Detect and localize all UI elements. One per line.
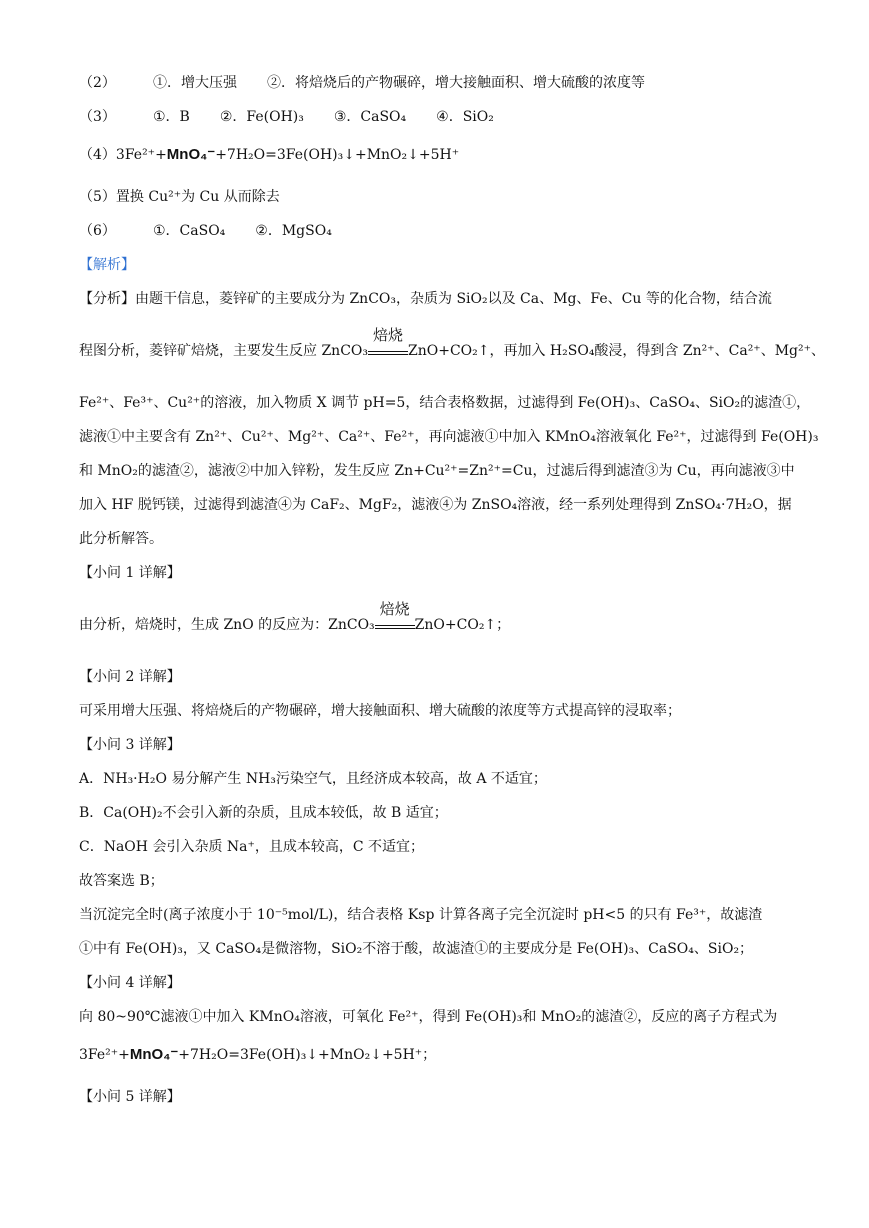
section-heading: 【小问 5 详解】 — [79, 1089, 181, 1105]
q1-line — [79, 600, 511, 634]
reaction-condition — [375, 600, 415, 629]
permanganate-formula: MnO₄⁻ — [166, 146, 216, 163]
answer-option: ②．Fe(OH)₃ — [219, 109, 304, 125]
equals-sign — [375, 625, 415, 629]
equals-sign — [368, 351, 408, 355]
analysis-text: ZnO+CO₂↑，再加入 H₂SO₄酸浸，得到含 Zn²⁺、Ca²⁺、Mg²⁺、 — [408, 343, 825, 359]
answer-option: ②．将焙烧后的产物碾碎，增大接触面积、增大硫酸的浓度等 — [267, 75, 645, 91]
q3-line: A．NH₃·H₂O 易分解产生 NH₃污染空气，且经济成本较高，故 A 不适宜； — [79, 771, 547, 787]
analysis-line: 和 MnO₂的滤渣②，滤液②中加入锌粉，发生反应 Zn+Cu²⁺=Zn²⁺=Cu，过滤后得到滤渣③为 Cu，再向滤液③中 — [79, 463, 795, 479]
analysis-line — [79, 326, 825, 360]
q3-line: C．NaOH 会引入杂质 Na⁺，且成本较高，C 不适宜； — [79, 839, 425, 855]
answer-4 — [79, 146, 459, 164]
q3-line: ①中有 Fe(OH)₃，又 CaSO₄是微溶物，SiO₂不溶于酸，故滤渣①的主要成分是 Fe(OH)₃、CaSO₄、SiO₂； — [79, 941, 754, 957]
equation-part: +7H₂O=3Fe(OH)₃↓+MnO₂↓+5H⁺； — [178, 1047, 437, 1063]
answer-number: （3） — [79, 109, 116, 125]
answer-option: ①．B — [153, 109, 190, 125]
answer-option: ②．MgSO₄ — [255, 223, 332, 239]
answer-option: ④．SiO₂ — [436, 109, 494, 125]
jiexi-label: 【解析】 — [79, 257, 135, 273]
q2-line: 可采用增大压强、将焙烧后的产物碾碎，增大接触面积、增大硫酸的浓度等方式提高锌的浸取率； — [79, 703, 681, 719]
section-heading: 【小问 1 详解】 — [79, 565, 181, 581]
q3-line: B．Ca(OH)₂不会引入新的杂质，且成本较低，故 B 适宜； — [79, 805, 448, 821]
answer-number: （4） — [79, 147, 116, 163]
answer-2 — [79, 74, 645, 92]
q3-line: 故答案选 B； — [79, 873, 164, 889]
analysis-line: Fe²⁺、Fe³⁺、Cu²⁺的溶液，加入物质 X 调节 pH=5，结合表格数据，过滤得到 Fe(OH)₃、CaSO₄、SiO₂的滤渣①， — [79, 395, 811, 411]
equation-part: 3Fe²⁺+ — [79, 1047, 130, 1063]
section-heading: 【小问 4 详解】 — [79, 975, 181, 991]
analysis-line: 【分析】由题干信息，菱锌矿的主要成分为 ZnCO₃，杂质为 SiO₂以及 Ca、Mg、Fe、Cu 等的化合物，结合流 — [79, 291, 772, 307]
analysis-line: 加入 HF 脱钙镁，过滤得到滤渣④为 CaF₂、MgF₂，滤液④为 ZnSO₄溶液，经一系列处理得到 ZnSO₄·7H₂O，据 — [79, 497, 792, 513]
permanganate-formula: MnO₄⁻ — [129, 1046, 179, 1063]
analysis-text: 程图分析，菱锌矿焙烧，主要发生反应 ZnCO₃ — [79, 343, 368, 359]
answer-option: ①．增大压强 — [153, 75, 237, 91]
answer-6 — [79, 222, 332, 240]
condition-text: 焙烧 — [372, 326, 403, 344]
answer-option: ①．CaSO₄ — [153, 223, 226, 239]
q4-line: 向 80~90℃滤液①中加入 KMnO₄溶液，可氧化 Fe²⁺，得到 Fe(OH)₃和 MnO₂的滤渣②，反应的离子方程式为 — [79, 1009, 778, 1025]
condition-text: 焙烧 — [379, 600, 410, 618]
reaction-condition — [368, 326, 408, 355]
section-heading: 【小问 2 详解】 — [79, 669, 181, 685]
analysis-line: 滤液①中主要含有 Zn²⁺、Cu²⁺、Mg²⁺、Ca²⁺、Fe²⁺，再向滤液①中加入 KMnO₄溶液氧化 Fe²⁺，过滤得到 Fe(OH)₃ — [79, 429, 819, 445]
equation-part: 3Fe²⁺+ — [115, 147, 167, 163]
equation-part: +7H₂O=3Fe(OH)₃↓+MnO₂↓+5H⁺ — [215, 147, 460, 163]
answer-3 — [79, 108, 494, 126]
analysis-line: 此分析解答。 — [79, 531, 163, 547]
answer-number: （6） — [79, 223, 116, 239]
q1-text: ZnO+CO₂↑； — [414, 617, 511, 633]
answer-number: （2） — [79, 75, 116, 91]
q4-equation — [79, 1046, 436, 1064]
answer-5: （5）置换 Cu²⁺为 Cu 从而除去 — [79, 189, 280, 205]
q3-line: 当沉淀完全时(离子浓度小于 10⁻⁵mol/L)，结合表格 Ksp 计算各离子完全沉淀时 pH<5 的只有 Fe³⁺，故滤渣 — [79, 907, 763, 923]
q1-text: 由分析，焙烧时，生成 ZnO 的反应为：ZnCO₃ — [79, 617, 375, 633]
section-heading: 【小问 3 详解】 — [79, 737, 181, 753]
answer-option: ③．CaSO₄ — [333, 109, 407, 125]
